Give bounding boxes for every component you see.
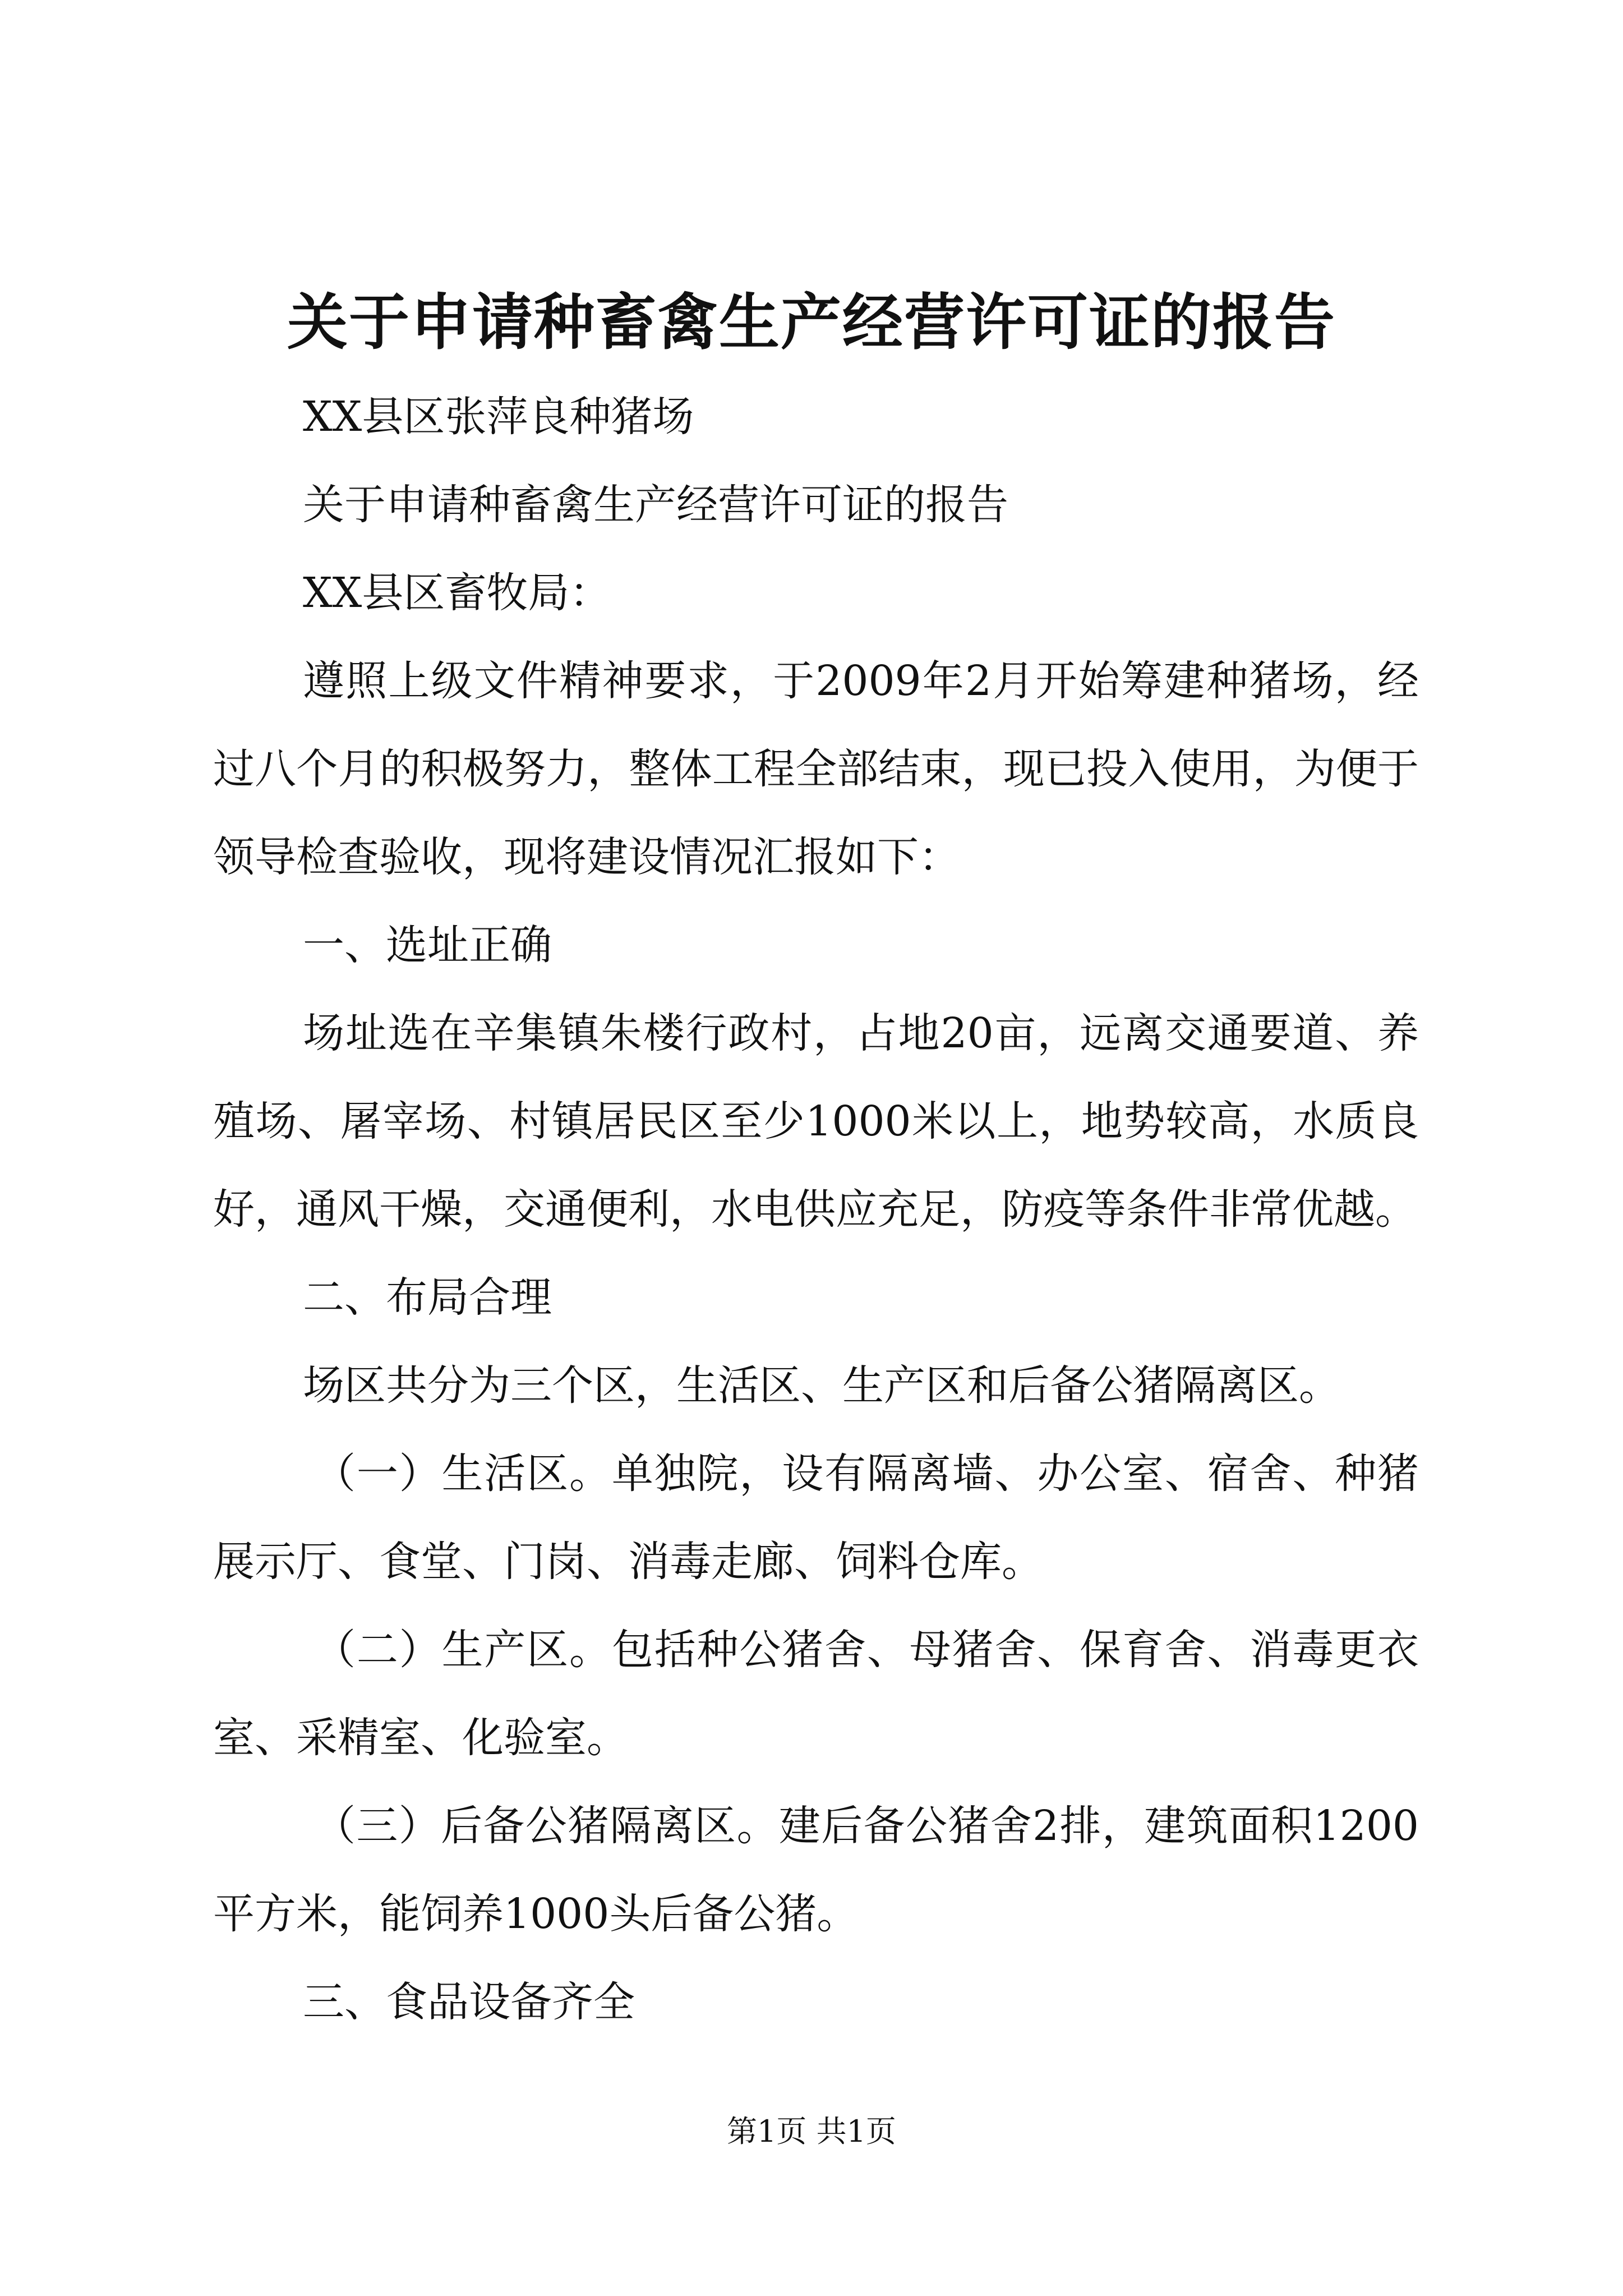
section-heading-3: 三、食品设备齐全	[303, 1978, 635, 2026]
document-body	[213, 373, 1419, 2046]
site-paragraph: 场址选在辛集镇朱楼行政村，占地20亩，远离交通要道、养殖场、屠宰场、村镇居民区至少1000米以上，地势较高，水质良好，通风干燥，交通便利，水电供应充足，防疫等条件非常优越。	[213, 1009, 1419, 1234]
report-subject: 关于申请种畜禽生产经营许可证的报告	[303, 481, 1008, 529]
organization-name: XX县区张萍良种猪场	[303, 393, 694, 441]
layout-paragraph: 场区共分为三个区，生活区、生产区和后备公猪隔离区。	[303, 1361, 1340, 1410]
recipient-line: XX县区畜牧局：	[303, 569, 611, 617]
intro-paragraph: 遵照上级文件精神要求，于2009年2月开始筹建种猪场，经过八个月的积极努力，整体工程全部结束，现已投入使用，为便于领导检查验收，现将建设情况汇报如下：	[213, 657, 1419, 881]
production-area-paragraph: （二）生产区。包括种公猪舍、母猪舍、保育舍、消毒更衣室、采精室、化验室。	[213, 1626, 1419, 1762]
page-footer: 第1页 共1页	[727, 2114, 896, 2149]
document-title: 关于申请种畜禽生产经营许可证的报告	[287, 287, 1336, 358]
section-heading-1: 一、选址正确	[303, 921, 552, 969]
isolation-area-paragraph: （三）后备公猪隔离区。建后备公猪舍2排，建筑面积1200平方米，能饲养1000头后备公猪。	[213, 1802, 1419, 1938]
living-area-paragraph: （一）生活区。单独院，设有隔离墙、办公室、宿舍、种猪展示厅、食堂、门岗、消毒走廊、饲料仓库。	[213, 1450, 1419, 1586]
section-heading-2: 二、布局合理	[303, 1273, 552, 1322]
